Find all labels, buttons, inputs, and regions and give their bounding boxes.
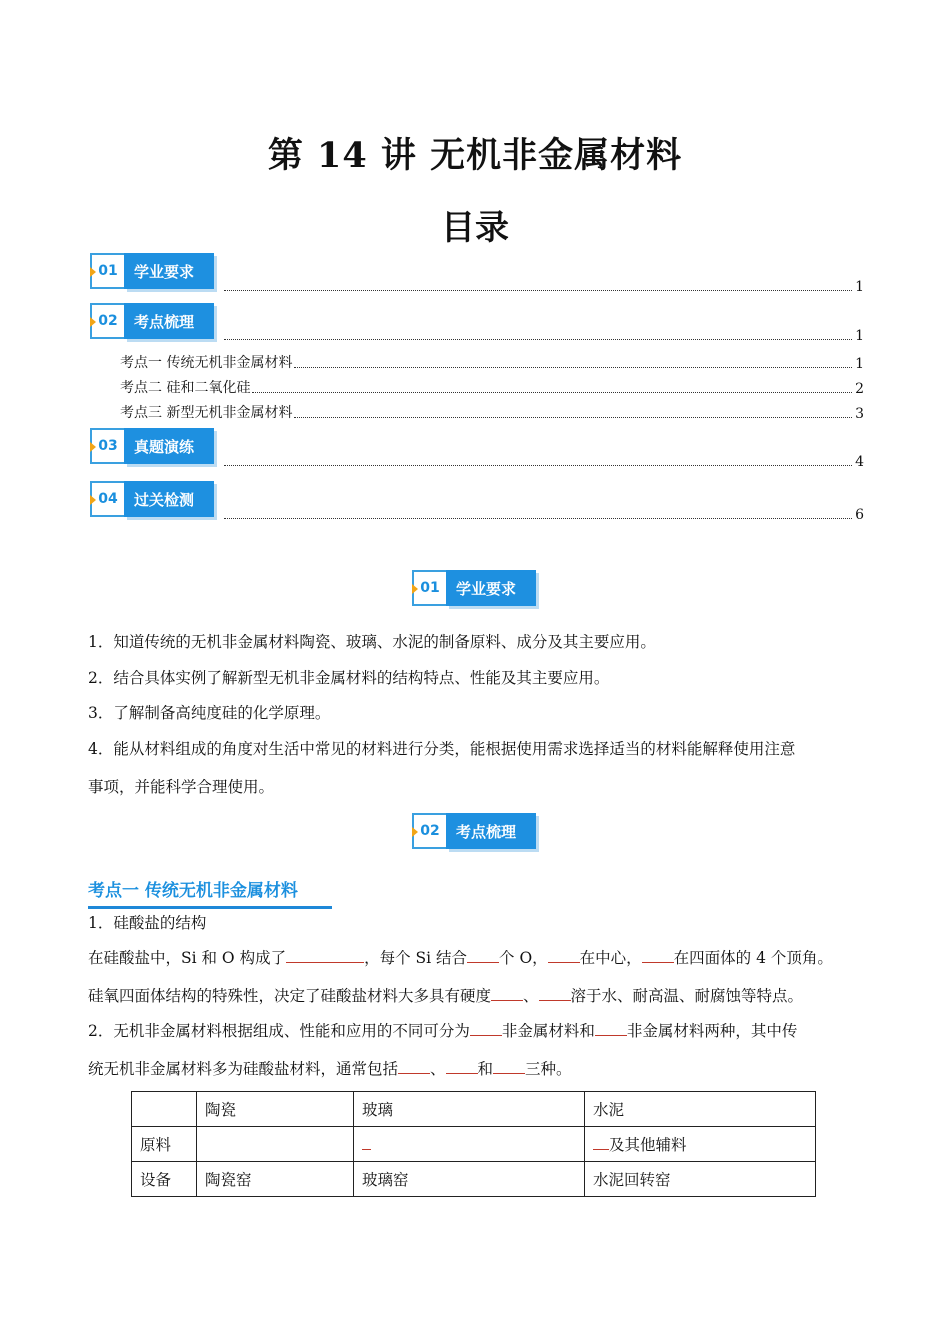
fill-blank[interactable] xyxy=(539,986,571,1001)
fill-blank[interactable] xyxy=(398,1059,430,1074)
table-row xyxy=(132,1127,816,1162)
fill-blank[interactable] xyxy=(467,948,499,963)
text: 和 xyxy=(477,1060,494,1078)
text: 2．无机非金属材料根据组成、性能和应用的不同可分为 xyxy=(88,1022,470,1040)
badge-number: 01 xyxy=(412,570,446,606)
toc-heading: 目录 xyxy=(441,208,509,248)
fill-blank[interactable] xyxy=(470,1021,502,1036)
table-cell xyxy=(585,1127,816,1162)
badge-number: 04 xyxy=(90,481,124,517)
toc-text: 考点一 传统无机非金属材料 xyxy=(120,355,293,371)
toc-leader xyxy=(252,391,852,393)
toc-leader xyxy=(224,464,852,466)
requirement-3: 3．了解制备高纯度硅的化学原理。 xyxy=(88,704,331,722)
text: ，每个 Si 结合 xyxy=(364,949,468,967)
kp1-underline xyxy=(88,906,332,909)
table-cell xyxy=(197,1127,354,1162)
toc-badge-01[interactable] xyxy=(90,253,214,289)
badge-number: 03 xyxy=(90,428,124,464)
text: 个 O， xyxy=(499,949,548,967)
page-title: 第 14 讲 无机非金属材料 xyxy=(267,135,683,176)
fill-blank[interactable] xyxy=(548,948,580,963)
fill-blank[interactable] xyxy=(446,1059,478,1074)
toc-page: 4 xyxy=(855,454,864,470)
toc-leader xyxy=(224,338,852,340)
toc-line-sec2[interactable] xyxy=(222,328,864,344)
toc-badge-02[interactable] xyxy=(90,303,214,339)
materials-table xyxy=(131,1091,816,1197)
table-row xyxy=(132,1162,816,1197)
fill-blank[interactable] xyxy=(286,948,364,963)
text: 在硅酸盐中，Si 和 O 构成了 xyxy=(88,949,287,967)
toc-line-sub2[interactable] xyxy=(120,377,864,397)
badge-number: 01 xyxy=(90,253,124,289)
text: 、 xyxy=(523,987,539,1005)
toc-leader xyxy=(294,416,852,418)
toc-page: 1 xyxy=(855,356,864,372)
badge-label: 考点梳理 xyxy=(446,813,536,849)
text: 在四面体的 4 个顶角。 xyxy=(673,949,833,967)
table-cell xyxy=(354,1127,585,1162)
badge-number: 02 xyxy=(90,303,124,339)
text: 在中心， xyxy=(579,949,642,967)
toc-page: 6 xyxy=(855,507,864,523)
badge-label: 过关检测 xyxy=(124,481,214,517)
fill-blank[interactable] xyxy=(642,948,674,963)
requirement-1: 1．知道传统的无机非金属材料陶瓷、玻璃、水泥的制备原料、成分及其主要应用。 xyxy=(88,633,656,651)
toc-line-sec4[interactable] xyxy=(222,507,864,523)
toc-line-sub1[interactable] xyxy=(120,352,864,372)
kp1-line2 xyxy=(88,986,858,1006)
badge-label: 学业要求 xyxy=(446,570,536,606)
badge-number: 02 xyxy=(412,813,446,849)
text: 三种。 xyxy=(525,1060,572,1078)
table-cell: 设备 xyxy=(132,1162,197,1197)
fill-blank[interactable] xyxy=(595,1021,627,1036)
toc-line-sub3[interactable] xyxy=(120,402,864,422)
toc-leader xyxy=(224,517,852,519)
kp1-heading: 考点一 传统无机非金属材料 xyxy=(88,881,298,901)
requirement-2: 2．结合具体实例了解新型无机非金属材料的结构特点、性能及其主要应用。 xyxy=(88,669,610,687)
text: 硅氧四面体结构的特殊性，决定了硅酸盐材料大多具有硬度 xyxy=(88,987,492,1005)
badge-label: 考点梳理 xyxy=(124,303,214,339)
fill-blank[interactable] xyxy=(491,986,523,1001)
toc-badge-03[interactable] xyxy=(90,428,214,464)
section-badge-01 xyxy=(412,570,536,606)
text: 、 xyxy=(430,1060,446,1078)
table-cell: 水泥 xyxy=(585,1092,816,1127)
badge-label: 真题演练 xyxy=(124,428,214,464)
fill-blank[interactable] xyxy=(493,1059,525,1074)
toc-page: 1 xyxy=(855,279,864,295)
text: 溶于水、耐高温、耐腐蚀等特点。 xyxy=(570,987,804,1005)
text: 非金属材料和 xyxy=(501,1022,595,1040)
table-cell: 陶瓷 xyxy=(197,1092,354,1127)
toc-line-sec1[interactable] xyxy=(222,279,864,295)
table-cell: 玻璃窑 xyxy=(354,1162,585,1197)
toc-page: 3 xyxy=(855,406,864,422)
toc-leader xyxy=(294,366,852,368)
kp1-subheading: 1．硅酸盐的结构 xyxy=(88,914,207,932)
requirement-4-cont: 事项，并能科学合理使用。 xyxy=(88,778,275,796)
toc-line-sec3[interactable] xyxy=(222,454,864,470)
toc-text: 考点二 硅和二氧化硅 xyxy=(120,380,251,396)
toc-page: 1 xyxy=(855,328,864,344)
text: 非金属材料两种，其中传 xyxy=(626,1022,798,1040)
kp1-line3 xyxy=(88,1021,858,1041)
table-cell: 水泥回转窑 xyxy=(585,1162,816,1197)
text: 统无机非金属材料多为硅酸盐材料，通常包括 xyxy=(88,1060,399,1078)
section-badge-02 xyxy=(412,813,536,849)
fill-blank[interactable] xyxy=(593,1135,609,1150)
requirement-4: 4．能从材料组成的角度对生活中常见的材料进行分类，能根据使用需求选择适当的材料能解释使用注意 xyxy=(88,740,796,758)
badge-label: 学业要求 xyxy=(124,253,214,289)
toc-badge-04[interactable] xyxy=(90,481,214,517)
toc-page: 2 xyxy=(855,381,864,397)
fill-blank[interactable] xyxy=(362,1135,371,1150)
kp1-line4 xyxy=(88,1059,858,1079)
kp1-line1 xyxy=(88,948,858,968)
table-cell: 陶瓷窑 xyxy=(197,1162,354,1197)
table-cell: 原料 xyxy=(132,1127,197,1162)
text: 及其他辅料 xyxy=(609,1136,687,1154)
toc-text: 考点三 新型无机非金属材料 xyxy=(120,405,293,421)
table-cell: 玻璃 xyxy=(354,1092,585,1127)
toc-leader xyxy=(224,289,852,291)
table-row xyxy=(132,1092,816,1127)
table-cell xyxy=(132,1092,197,1127)
